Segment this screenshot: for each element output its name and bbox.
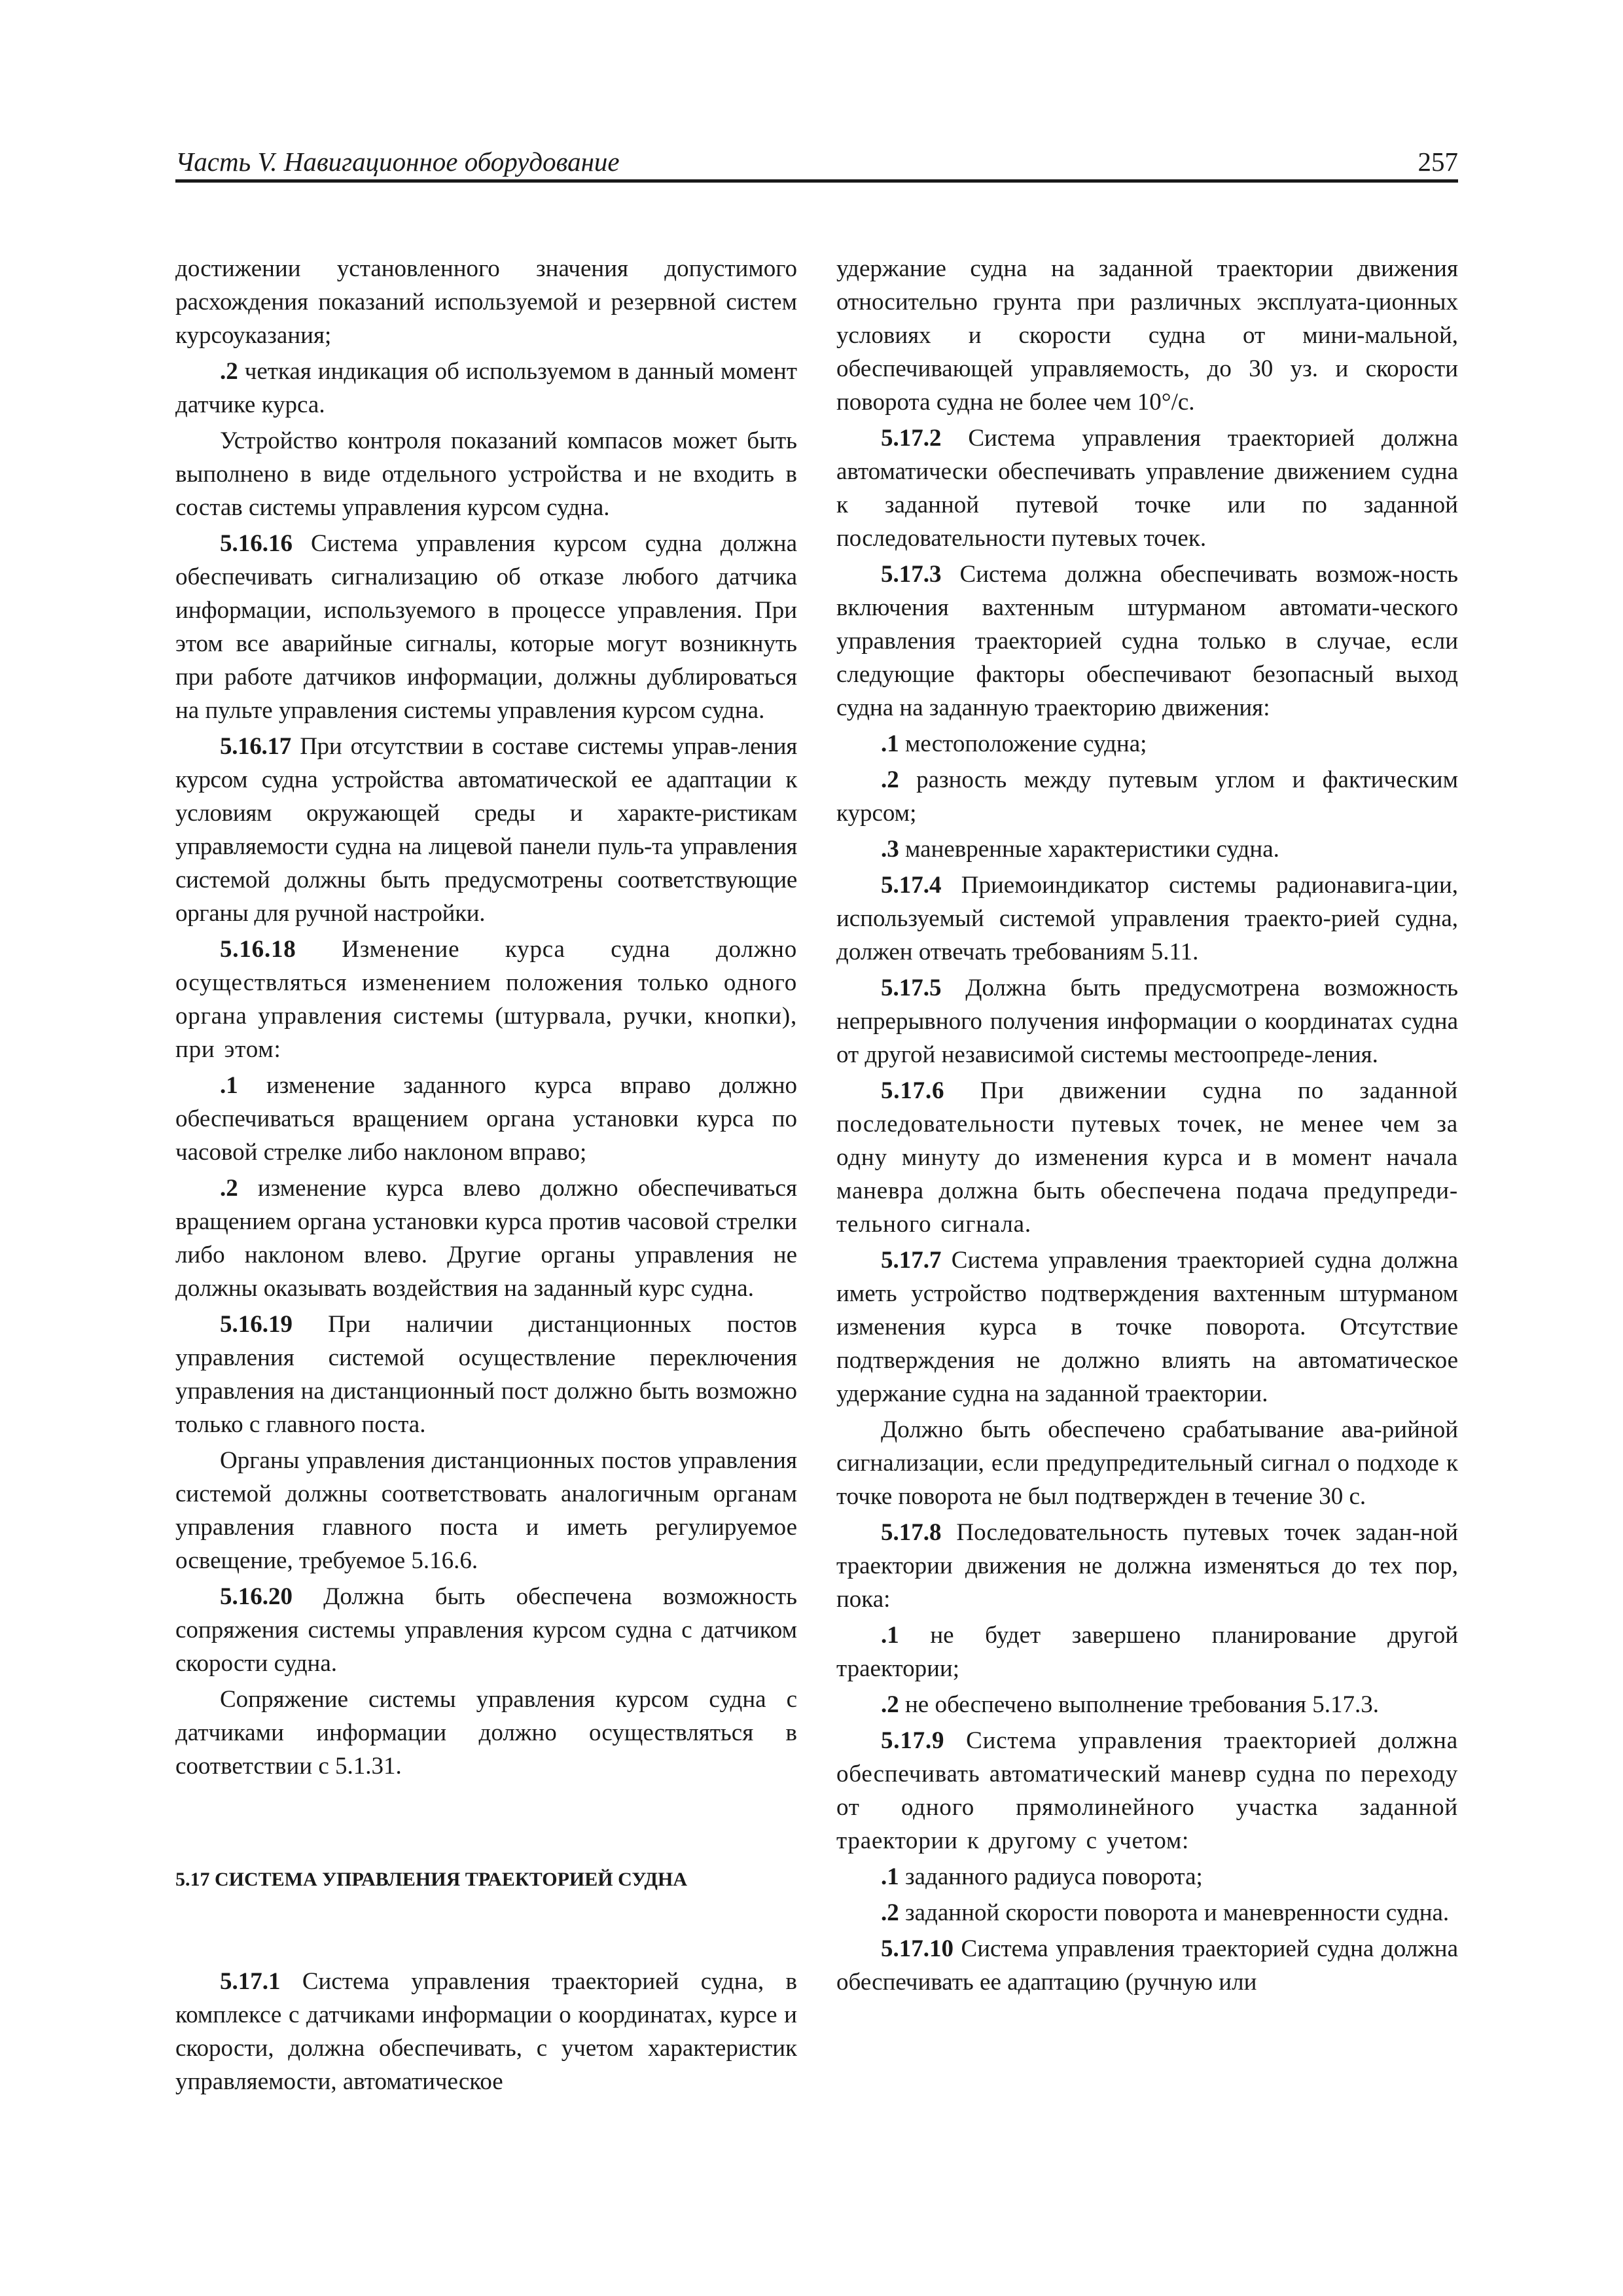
paragraph-text: не обеспечено выполнение требования 5.17.3. xyxy=(899,1691,1379,1718)
section-heading: 5.17 СИСТЕМА УПРАВЛЕНИЯ ТРАЕКТОРИЕЙ СУДНА xyxy=(175,1869,688,1890)
paragraph xyxy=(836,422,1458,555)
paragraph xyxy=(175,1444,797,1577)
paragraph-text: Устройство контроля показаний компасов может быть выполнено в виде отдельного устройства и не входить в состав системы управления курсом судна. xyxy=(175,427,797,521)
clause-number: .2 xyxy=(881,1899,899,1926)
paragraph-text: При движении судна по заданной последовательности путевых точек, не менее чем за одну минуту до изменения курса и в момент начала маневра должна быть обеспечена подача предупреди-тельного сигнала. xyxy=(836,1077,1458,1238)
paragraph-text: Изменение курса судна должно осуществляться изменением положения только одного органа управления системы (штурвала, ручки, кнопки), при этом: xyxy=(175,936,797,1063)
paragraph xyxy=(836,763,1458,830)
paragraph-text: Система управления траекторией судна должна иметь устройство подтверждения вахтенным штурманом изменения курса в точке поворота. Отсутствие подтверждения не должно влиять на автоматическое удержание судна на заданной траектории. xyxy=(836,1247,1458,1407)
clause-number: .2 xyxy=(881,766,899,793)
paragraph-text: Последовательность путевых точек задан-ной траектории движения не должна изменяться до тех пор, пока: xyxy=(836,1519,1458,1613)
paragraph xyxy=(836,727,1458,761)
paragraph-text: достижении установленного значения допустимого расхождения показаний используемой и резервной систем курсоуказания; xyxy=(175,255,797,349)
paragraph xyxy=(836,1860,1458,1893)
paragraph-text: Система управления траекторией судна должна обеспечивать ее адаптацию (ручную или xyxy=(836,1935,1458,1996)
paragraph xyxy=(175,527,797,727)
clause-number: .2 xyxy=(220,358,238,385)
clause-number: 5.17.3 xyxy=(881,561,942,588)
clause-number: .2 xyxy=(881,1691,899,1718)
running-header xyxy=(175,145,1458,179)
clause-number: 5.17.4 xyxy=(881,872,942,899)
paragraph xyxy=(175,730,797,930)
clause-number: .1 xyxy=(881,730,899,757)
left-column xyxy=(175,252,797,2101)
paragraph xyxy=(175,1580,797,1680)
paragraph xyxy=(836,1074,1458,1241)
paragraph-text: изменение курса влево должно обеспечиваться вращением органа установки курса против часовой стрелки либо наклоном влево. Другие органы управления не должны оказывать воздействия на заданный курс судна. xyxy=(175,1175,797,1302)
clause-number: 5.17.2 xyxy=(881,425,942,452)
clause-number: 5.17.10 xyxy=(881,1935,954,1962)
paragraph xyxy=(836,869,1458,969)
running-title: Часть V. Навигационное оборудование xyxy=(175,147,620,177)
paragraph-text: Система управления траекторией судна, в комплексе с датчиками информации о координатах, курсе и скорости, должна обеспечивать, с учетом характеристик управляемости, автоматическое xyxy=(175,1968,797,2095)
paragraph-text: разность между путевым углом и фактическим курсом; xyxy=(836,766,1458,827)
paragraph-text: Сопряжение системы управления курсом судна с датчиками информации должно осуществляться в соответствии с 5.1.31. xyxy=(175,1686,797,1780)
clause-number: 5.16.17 xyxy=(220,733,291,760)
paragraph xyxy=(175,424,797,524)
paragraph-text: четкая индикация об используемом в данный момент датчике курса. xyxy=(175,358,797,418)
clause-number: 5.16.20 xyxy=(220,1583,293,1610)
clause-number: 5.17.8 xyxy=(881,1519,942,1546)
clause-number: 5.17.7 xyxy=(881,1247,942,1274)
clause-number: 5.17.1 xyxy=(220,1968,281,1995)
clause-number: 5.16.19 xyxy=(220,1311,293,1338)
paragraph-text: изменение заданного курса вправо должно обеспечиваться вращением органа установки курса по часовой стрелке либо наклоном вправо; xyxy=(175,1072,797,1166)
paragraph xyxy=(836,1413,1458,1513)
paragraph xyxy=(836,971,1458,1071)
paragraph-text: При наличии дистанционных постов управления системой осуществление переключения управления на дистанционный пост должно быть возможно только с главного поста. xyxy=(175,1311,797,1438)
clause-number: .3 xyxy=(881,836,899,863)
paragraph-text: Система управления траекторией должна обеспечивать автоматический маневр судна по переходу от одного прямолинейного участка заданной траектории к другому с учетом: xyxy=(836,1727,1458,1854)
paragraph xyxy=(836,252,1458,419)
paragraph-text: Система управления траекторией должна автоматически обеспечивать управление движением судна к заданной путевой точке или по заданной последовательности путевых точек. xyxy=(836,425,1458,552)
paragraph-text: заданной скорости поворота и маневренности судна. xyxy=(899,1899,1450,1926)
paragraph xyxy=(175,252,797,352)
paragraph-text: Должна быть предусмотрена возможность непрерывного получения информации о координатах судна от другой независимой системы местоопреде-ления. xyxy=(836,975,1458,1068)
paragraph-text: Органы управления дистанционных постов управления системой должны соответствовать аналогичным органам управления главного поста и иметь регулируемое освещение, требуемое 5.16.6. xyxy=(175,1447,797,1574)
header-rule xyxy=(175,179,1458,183)
paragraph xyxy=(175,1308,797,1441)
paragraph-text: Должна быть обеспечена возможность сопряжения системы управления курсом судна с датчиком скорости судна. xyxy=(175,1583,797,1677)
paragraph xyxy=(836,1724,1458,1857)
clause-number: .1 xyxy=(220,1072,238,1099)
paragraph-text: Должно быть обеспечено срабатывание ава-рийной сигнализации, если предупредительный сигнал о подходе к точке поворота не был подтвержден в течение 30 с. xyxy=(836,1416,1458,1510)
paragraph-text: заданного радиуса поворота; xyxy=(899,1863,1203,1890)
paragraph xyxy=(836,1688,1458,1721)
paragraph xyxy=(175,1069,797,1169)
right-column xyxy=(836,252,1458,2001)
paragraph xyxy=(175,1965,797,2098)
paragraph-text: Система должна обеспечивать возмож-ность включения вахтенным штурманом автомати-ческого управления траекторией судна только в случае, если следующие факторы обеспечивают безопасный выход судна на заданную траекторию движения: xyxy=(836,561,1458,721)
paragraph xyxy=(836,1516,1458,1616)
clause-number: .1 xyxy=(881,1863,899,1890)
paragraph-text: удержание судна на заданной траектории движения относительно грунта при различных эксплуата-ционных условиях и скорости судна от мини-мальной, обеспечивающей управляемость, до 30 уз. и скорости поворота судна не более чем 10°/с. xyxy=(836,255,1458,416)
paragraph xyxy=(836,1932,1458,1999)
paragraph xyxy=(836,833,1458,866)
clause-number: .2 xyxy=(220,1175,238,1202)
paragraph xyxy=(836,1619,1458,1685)
paragraph xyxy=(175,1172,797,1305)
paragraph xyxy=(836,1896,1458,1929)
paragraph-text: При отсутствии в составе системы управ-ления курсом судна устройства автоматической ее адаптации к условиям окружающей среды и характе-ристикам управляемости судна на лицевой панели пуль-та управления системой должны быть предусмотрены соответствующие органы для ручной настройки. xyxy=(175,733,797,927)
clause-number: 5.17.9 xyxy=(881,1727,945,1754)
clause-number: .1 xyxy=(881,1622,899,1649)
clause-number: 5.17.6 xyxy=(881,1077,945,1104)
paragraph xyxy=(836,558,1458,725)
clause-number: 5.16.16 xyxy=(220,530,293,557)
clause-number: 5.16.18 xyxy=(220,936,296,963)
paragraph-text: Система управления курсом судна должна обеспечивать сигнализацию об отказе любого датчика информации, используемого в процессе управления. При этом все аварийные сигналы, которые могут возникнуть при работе датчиков информации, должны дублироваться на пульте управления системы управления курсом судна. xyxy=(175,530,797,724)
clause-number: 5.17.5 xyxy=(881,975,942,1001)
paragraph xyxy=(175,355,797,422)
paragraph xyxy=(836,1244,1458,1410)
paragraph-text: Приемоиндикатор системы радионавига-ции, используемый системой управления траекто-рией судна, должен отвечать требованиям 5.11. xyxy=(836,872,1458,965)
paragraph xyxy=(175,1683,797,1783)
paragraph-text: не будет завершено планирование другой траектории; xyxy=(836,1622,1458,1682)
paragraph-text: маневренные характеристики судна. xyxy=(899,836,1279,863)
paragraph xyxy=(175,933,797,1066)
paragraph-text: местоположение судна; xyxy=(899,730,1147,757)
page-number: 257 xyxy=(1418,147,1458,177)
